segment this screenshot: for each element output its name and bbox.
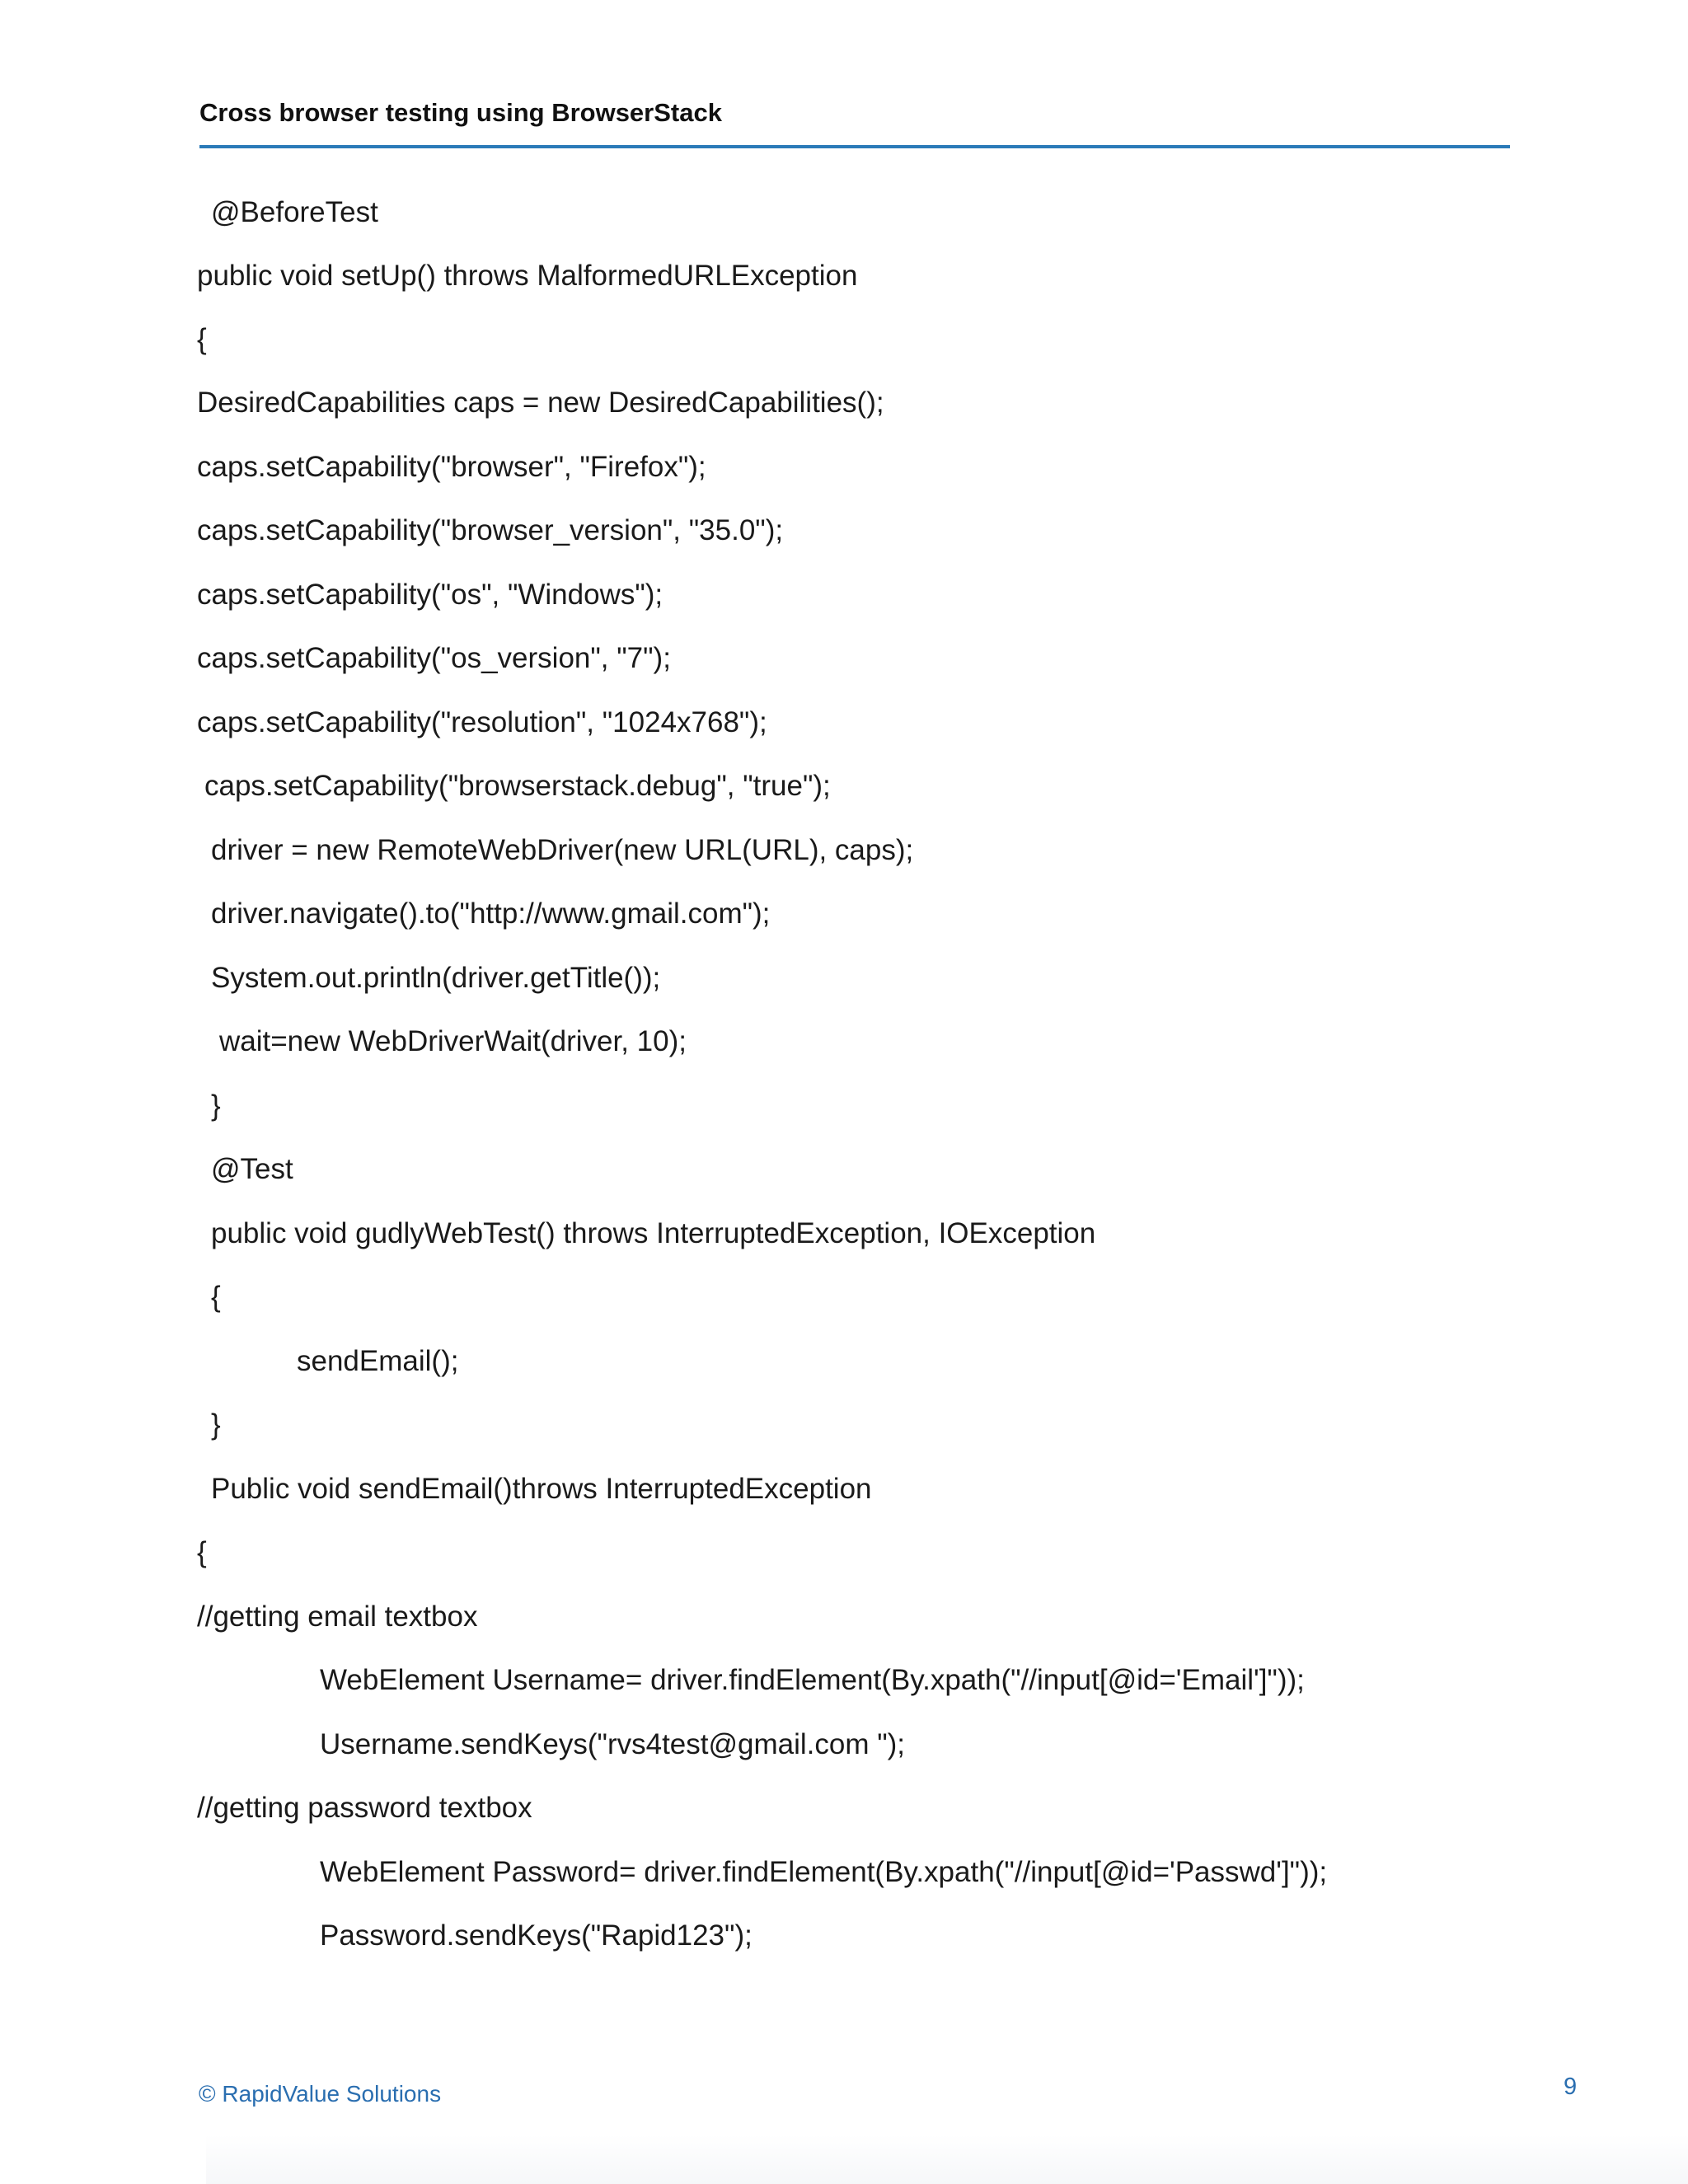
code-line: public void setUp() throws MalformedURLException bbox=[197, 260, 858, 292]
code-line: caps.setCapability("browserstack.debug", "true"); bbox=[204, 770, 831, 802]
code-line: @BeforeTest bbox=[211, 196, 378, 228]
code-line: { bbox=[211, 1281, 221, 1313]
page-number: 9 bbox=[1564, 2074, 1578, 2100]
code-line: sendEmail(); bbox=[297, 1345, 459, 1377]
code-line: WebElement Password= driver.findElement(By.xpath("//input[@id='Passwd']")); bbox=[320, 1856, 1328, 1888]
code-line: DesiredCapabilities caps = new DesiredCapabilities(); bbox=[197, 387, 884, 419]
code-line: driver = new RemoteWebDriver(new URL(URL), caps); bbox=[211, 834, 914, 866]
code-line: { bbox=[197, 1536, 207, 1568]
code-line: { bbox=[197, 323, 207, 355]
code-line: caps.setCapability("os", "Windows"); bbox=[197, 579, 663, 611]
code-line: @Test bbox=[211, 1153, 293, 1185]
footer-copyright: © RapidValue Solutions bbox=[199, 2081, 442, 2107]
code-line: caps.setCapability("browser", "Firefox"); bbox=[197, 451, 706, 483]
code-line: Username.sendKeys("rvs4test@gmail.com "); bbox=[320, 1728, 906, 1760]
code-line: Password.sendKeys("Rapid123"); bbox=[320, 1919, 753, 1952]
page-header-title: Cross browser testing using BrowserStack bbox=[199, 98, 722, 127]
code-line: caps.setCapability("resolution", "1024x768"); bbox=[197, 706, 767, 738]
code-line: } bbox=[211, 1408, 221, 1441]
footer-shade bbox=[206, 2135, 1688, 2184]
code-line: //getting email textbox bbox=[197, 1601, 478, 1633]
code-line: caps.setCapability("os_version", "7"); bbox=[197, 642, 671, 674]
code-line: driver.navigate().to("http://www.gmail.com"); bbox=[211, 898, 771, 930]
code-line: } bbox=[211, 1090, 221, 1122]
code-line: caps.setCapability("browser_version", "35.0"); bbox=[197, 514, 784, 546]
header-divider bbox=[199, 145, 1510, 148]
code-line: //getting password textbox bbox=[197, 1792, 532, 1824]
code-line: System.out.println(driver.getTitle()); bbox=[211, 962, 661, 994]
code-line: wait=new WebDriverWait(driver, 10); bbox=[219, 1025, 687, 1057]
code-line: WebElement Username= driver.findElement(By.xpath("//input[@id='Email']")); bbox=[320, 1664, 1305, 1696]
code-line: public void gudlyWebTest() throws InterruptedException, IOException bbox=[211, 1217, 1096, 1249]
code-line: Public void sendEmail()throws InterruptedException bbox=[211, 1473, 872, 1505]
